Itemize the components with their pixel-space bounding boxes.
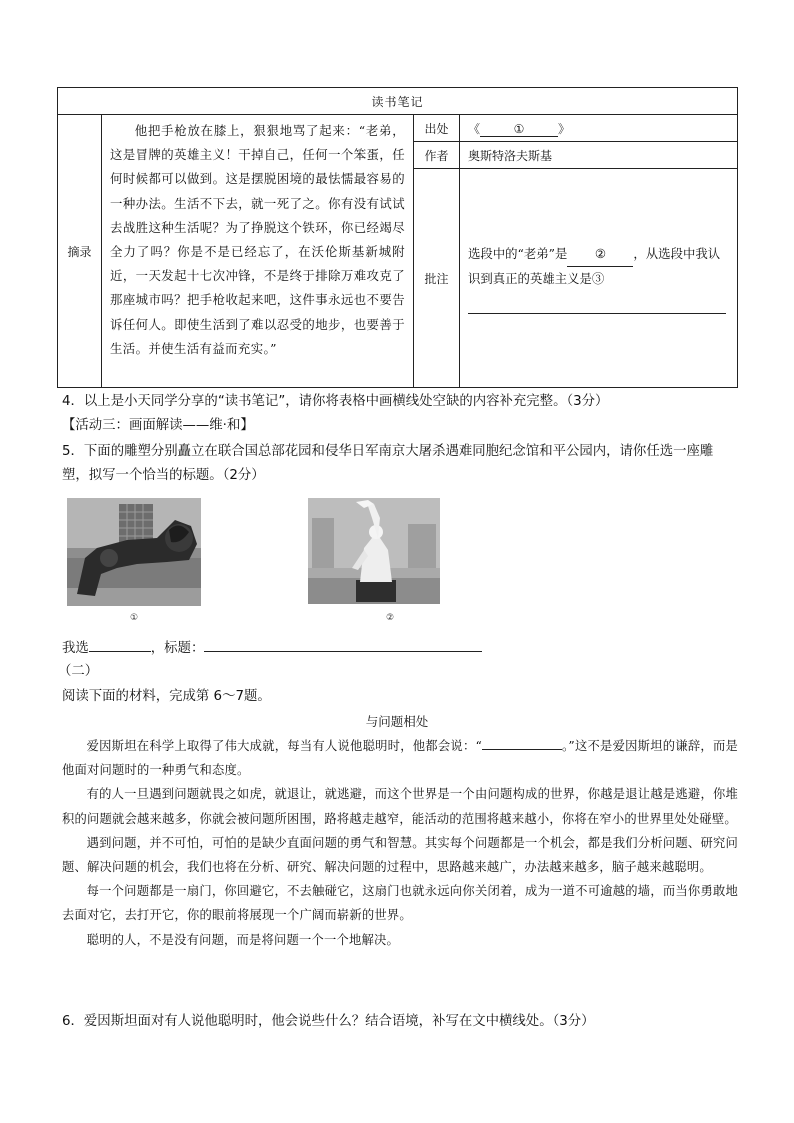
source-label: 出处: [414, 115, 460, 142]
annotation-cell: [460, 169, 738, 388]
section-2-heading: （二）: [58, 664, 99, 679]
image-1-caption: ①: [130, 613, 139, 623]
peace-statue-sculpture-icon: [308, 498, 440, 604]
title-label: ，标题：: [150, 641, 205, 656]
essay-p1-part1: 爱因斯坦在科学上取得了伟大成就，每当有人说他聪明时，他都会说：“: [86, 739, 482, 753]
choose-label: 我选: [62, 641, 89, 656]
annotation-part2: ，从选段中我认识到真正的英雄主义是: [468, 246, 721, 286]
reading-instruction: 阅读下面的材料，完成第 6～7题。: [62, 689, 271, 704]
source-close: 》: [558, 121, 571, 136]
annotation-blank-3-label: ③: [591, 271, 605, 286]
annotation-label: 批注: [414, 169, 460, 388]
essay-paragraph-3: 遇到问题，并不可怕，可怕的是缺少直面问题的勇气和智慧。其实每个问题都是一个机会，都是我们分析问题、研究问题、解决问题的机会，我们也将在分析、研究、解决问题的过程中，思路越来越广，办法越来越多，脑子越来越聪明。: [62, 835, 738, 875]
title-blank[interactable]: [204, 635, 482, 652]
einstein-quote-blank[interactable]: [482, 735, 562, 750]
source-blank[interactable]: ①: [480, 122, 558, 137]
essay-body: [62, 734, 738, 952]
table-title: 读书笔记: [58, 88, 738, 115]
essay-title: 与问题相处: [365, 714, 429, 729]
image-2-caption: ②: [386, 613, 395, 623]
question-6: 6．爱因斯坦面对有人说他聪明时，他会说些什么？结合语境，补写在文中横线处。（3分）: [62, 1014, 595, 1029]
annotation-part1: 选段中的“老弟”是: [468, 246, 568, 261]
reading-notes-table: [57, 87, 738, 388]
excerpt-label: 摘录: [58, 115, 102, 388]
annotation-blank-3-line[interactable]: [468, 291, 726, 314]
essay-paragraph-2: 有的人一旦遇到问题就畏之如虎，就退让，就逃避，而这个世界是一个由问题构成的世界，你越是退让越是逃避，你堆积的问题就会越来越多，你就会被问题所困围，路将越走越窄，能活动的范围将越来越小，你将在窄小的世界里处处碰壁。: [62, 787, 738, 826]
question-5: 5．下面的雕塑分别矗立在联合国总部花园和侵华日军南京大屠杀遇难同胞纪念馆和平公园内，请你任选一座雕塑，拟写一个恰当的标题。（2分）: [62, 444, 714, 483]
choose-blank[interactable]: [89, 635, 151, 652]
author-label: 作者: [414, 142, 460, 169]
essay-paragraph-5: 聪明的人，不是没有问题，而是将问题一个一个地解决。: [86, 932, 400, 947]
essay-p1-part2: 。”这不是爱因斯坦的谦辞，而是他面对问题时的一种勇气和态度。: [62, 739, 738, 778]
q5-answer-line: [62, 635, 742, 661]
author-value: 奥斯特洛夫斯基: [460, 142, 738, 169]
source-open: 《: [468, 121, 481, 136]
knotted-gun-sculpture-icon: [67, 498, 201, 606]
excerpt-text: 他把手枪放在膝上，狠狠地骂了起来：“老弟，这是冒牌的英雄主义！干掉自己，任何一个笨蛋，任何时候都可以做到。这是摆脱困境的最怯懦最容易的一种办法。生活不下去，就一死了之。你有没有试试去战胜这种生活呢？为了挣脱这个铁环，你已经竭尽全力了吗？你是不是已经忘了，在沃伦斯基新城附近，一天发起十七次冲锋，不是终于排除万难攻克了那座城市吗？把手枪收起来吧，这件事永远也不要告诉任何人。即使生活到了难以忍受的地步，也要善于生活。并使生活有益而充实。”: [110, 123, 405, 356]
essay-paragraph-1: [62, 734, 738, 782]
source-value: [460, 115, 738, 142]
activity-3-heading: 【活动三：画面解读——维·和】: [62, 418, 254, 433]
essay-paragraph-4: 每一个问题都是一扇门，你回避它，不去触碰它，这扇门也就永远向你关闭着，成为一道不可逾越的墙，而当你勇敢地去面对它，去打开它，你的眼前将展现一个广阔而崭新的世界。: [62, 884, 738, 923]
excerpt-cell: [102, 115, 414, 388]
question-4: 4．以上是小天同学分享的“读书笔记”，请你将表格中画横线处空缺的内容补充完整。（3分）: [62, 394, 609, 409]
annotation-blank-2[interactable]: ②: [567, 242, 633, 267]
